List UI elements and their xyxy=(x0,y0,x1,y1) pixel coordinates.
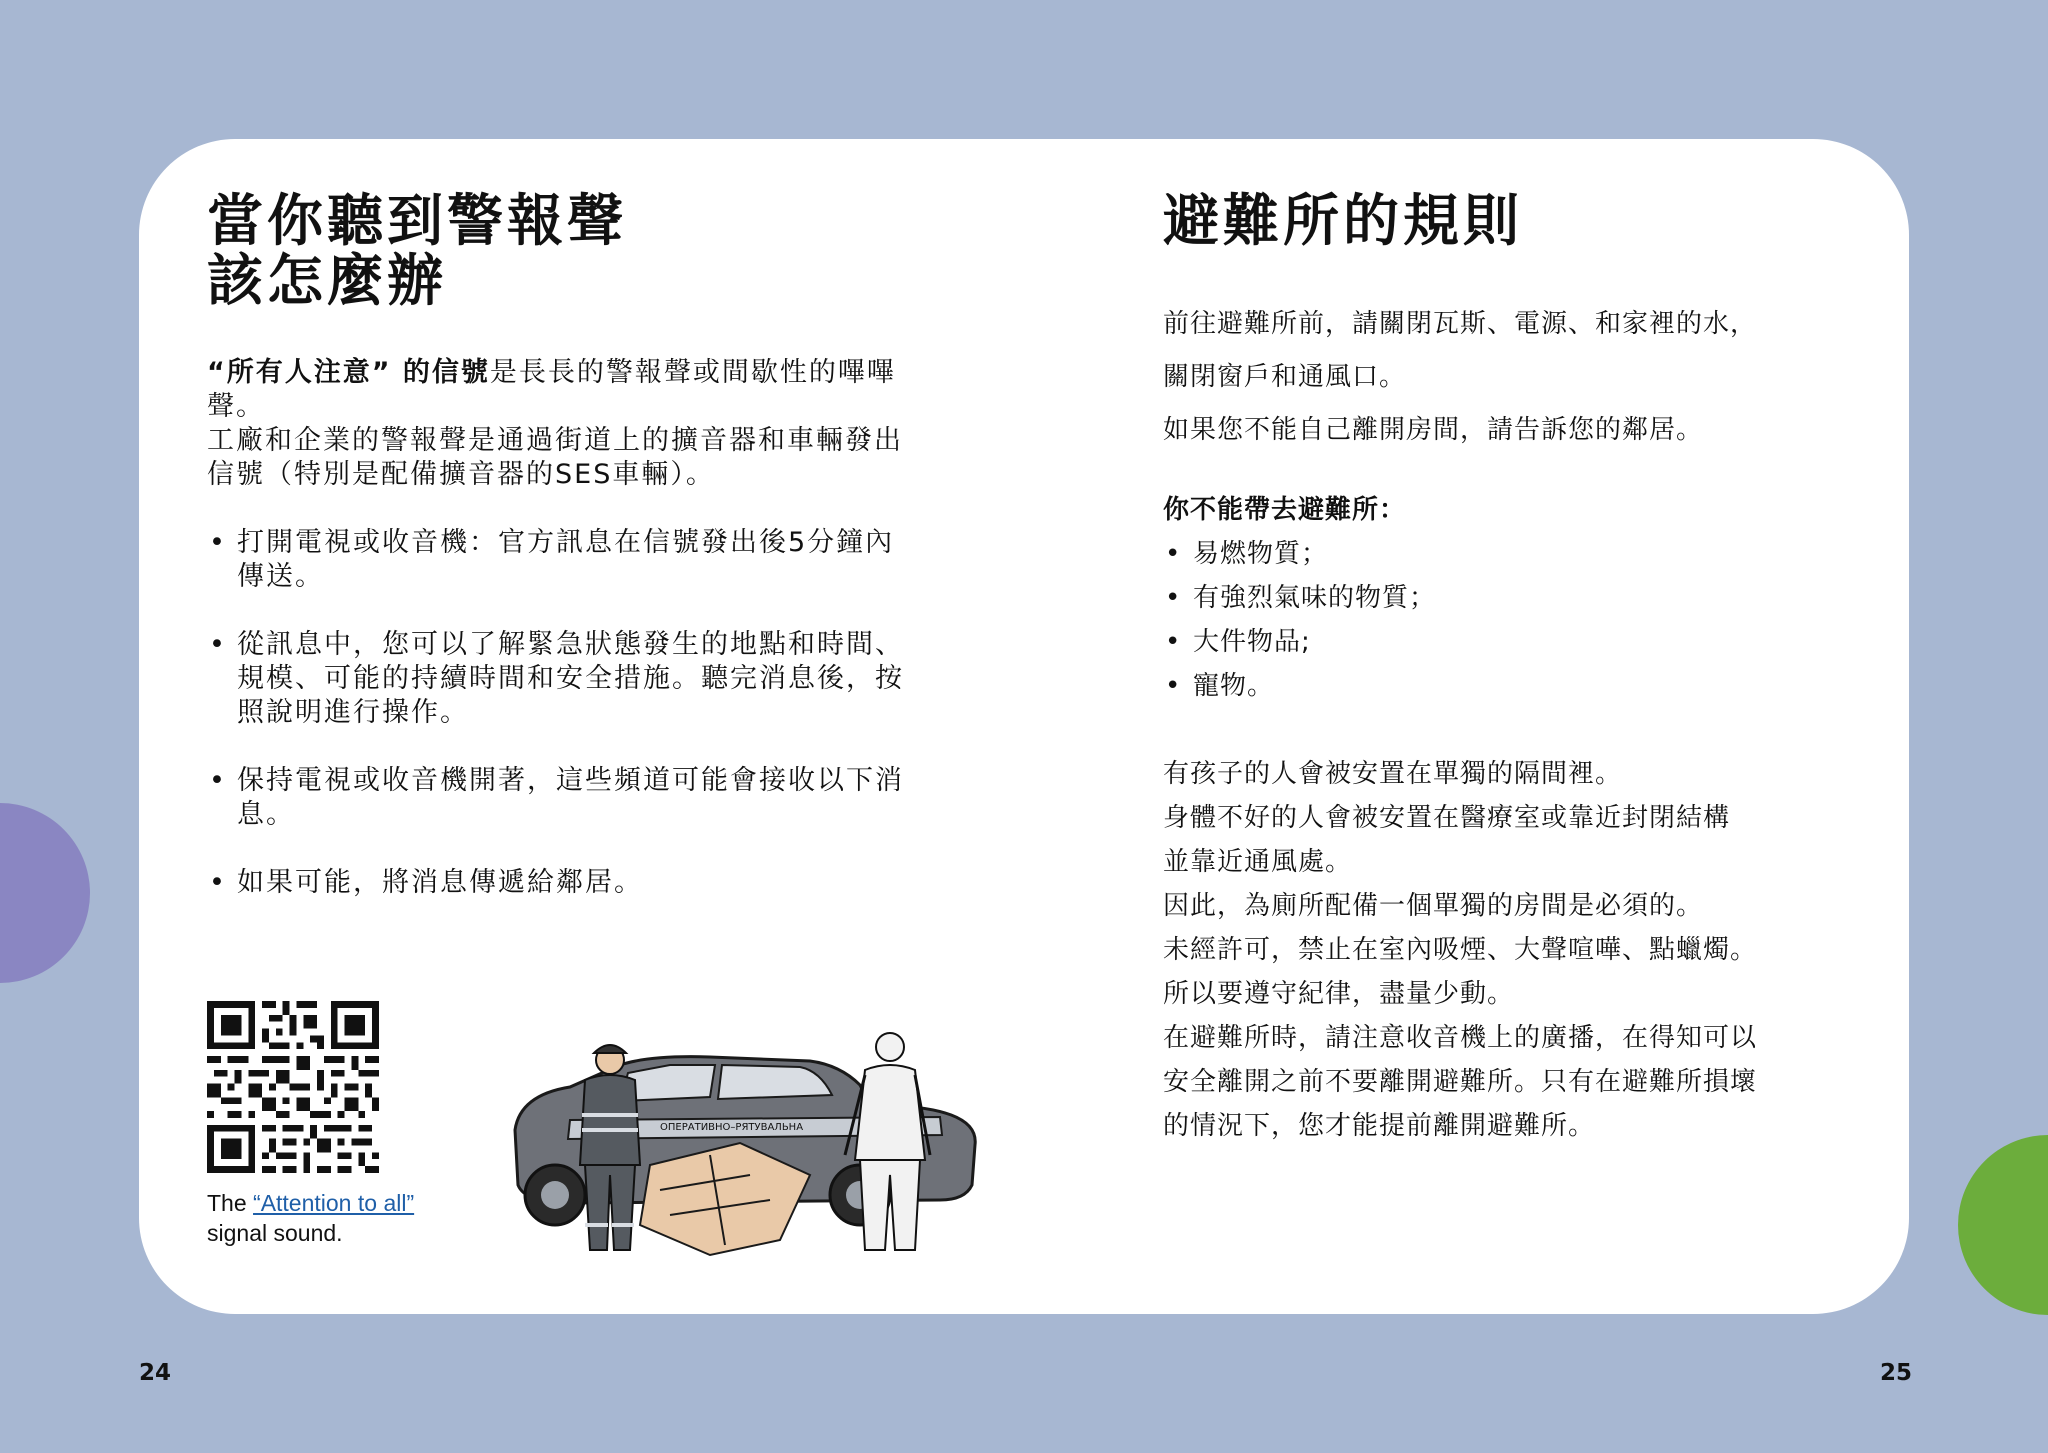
right-page-body xyxy=(1163,302,1863,1148)
decorative-circle-purple xyxy=(0,803,90,983)
list-item: • 有強烈氣味的物質； xyxy=(1163,576,1863,620)
left-title-line-2: 該怎麼辦 xyxy=(207,249,447,314)
caption-prefix: The xyxy=(207,1190,254,1216)
right-para2-line: 有孩子的人會被安置在單獨的隔間裡。 xyxy=(1163,759,1623,789)
list-item: • 從訊息中，您可以了解緊急狀態發生的地點和時間、規模、可能的持續時間和安全措施。聽完消息後，按照說明進行操作。 xyxy=(207,628,907,730)
right-para2-line: 並靠近通風處。 xyxy=(1163,847,1353,877)
list-item: • 寵物。 xyxy=(1163,664,1863,708)
list-item: • 如果可能，將消息傳遞給鄰居。 xyxy=(207,866,907,900)
right-para1-line1: 前往避難所前，請關閉瓦斯、電源、和家裡的水， xyxy=(1163,309,1758,339)
qr-code[interactable] xyxy=(207,1001,379,1173)
qr-caption xyxy=(207,1188,414,1248)
intro-text: 是長長的警報聲或間歇性的嗶嗶聲。 xyxy=(207,357,896,422)
right-para2-line: 身體不好的人會被安置在醫療室或靠近封閉結構 xyxy=(1163,803,1731,833)
left-title-line-1: 當你聽到警報聲 xyxy=(207,189,627,254)
vehicle-text: ОПЕРАТИВНО–РЯТУВАЛЬНА xyxy=(660,1122,804,1133)
right-para1-line3: 如果您不能自己離開房間，請告訴您的鄰居。 xyxy=(1163,415,1704,445)
right-para2-line: 因此，為廁所配備一個單獨的房間是必須的。 xyxy=(1163,891,1704,921)
caption-suffix: signal sound. xyxy=(207,1220,343,1246)
right-para2-line: 安全離開之前不要離開避難所。只有在避難所損壞 xyxy=(1163,1067,1758,1097)
cannot-bring-list xyxy=(1163,532,1863,708)
right-para2-line: 在避難所時，請注意收音機上的廣播，在得知可以 xyxy=(1163,1023,1758,1053)
list-item: • 大件物品; xyxy=(1163,620,1863,664)
right-title-line: 避難所的規則 xyxy=(1163,189,1523,254)
intro-strong-text: “所有人注意” 的信號 xyxy=(207,357,490,388)
decorative-circle-green xyxy=(1958,1135,2048,1315)
right-para2-line: 的情況下，您才能提前離開避難所。 xyxy=(1163,1111,1596,1141)
list-item: • 打開電視或收音機：官方訊息在信號發出後5分鐘內傳送。 xyxy=(207,526,907,594)
left-bullet-list xyxy=(207,526,907,900)
cannot-bring-heading: 你不能帶去避難所： xyxy=(1163,495,1407,525)
right-page-title xyxy=(1163,189,1523,254)
page-number-right: 25 xyxy=(1880,1360,1913,1386)
list-item: • 保持電視或收音機開著，這些頻道可能會接收以下消息。 xyxy=(207,764,907,832)
list-item: • 易燃物質； xyxy=(1163,532,1863,576)
attention-signal-link[interactable]: “Attention to all” xyxy=(253,1190,415,1216)
left-page-body xyxy=(207,356,907,900)
intro-paragraph-2: 工廠和企業的警報聲是通過街道上的擴音器和車輛發出信號（特別是配備擴音器的SES車輛）。 xyxy=(207,425,903,490)
right-para1-line2: 關閉窗戶和通風口。 xyxy=(1163,362,1407,392)
right-para2-line: 所以要遵守紀律，盡量少動。 xyxy=(1163,979,1515,1009)
intro-paragraph xyxy=(207,356,907,424)
rescue-vehicle-illustration xyxy=(510,1025,980,1270)
left-page-title xyxy=(207,189,627,314)
page-number-left: 24 xyxy=(139,1360,172,1386)
right-para2-line: 未經許可，禁止在室內吸煙、大聲喧嘩、點蠟燭。 xyxy=(1163,935,1758,965)
